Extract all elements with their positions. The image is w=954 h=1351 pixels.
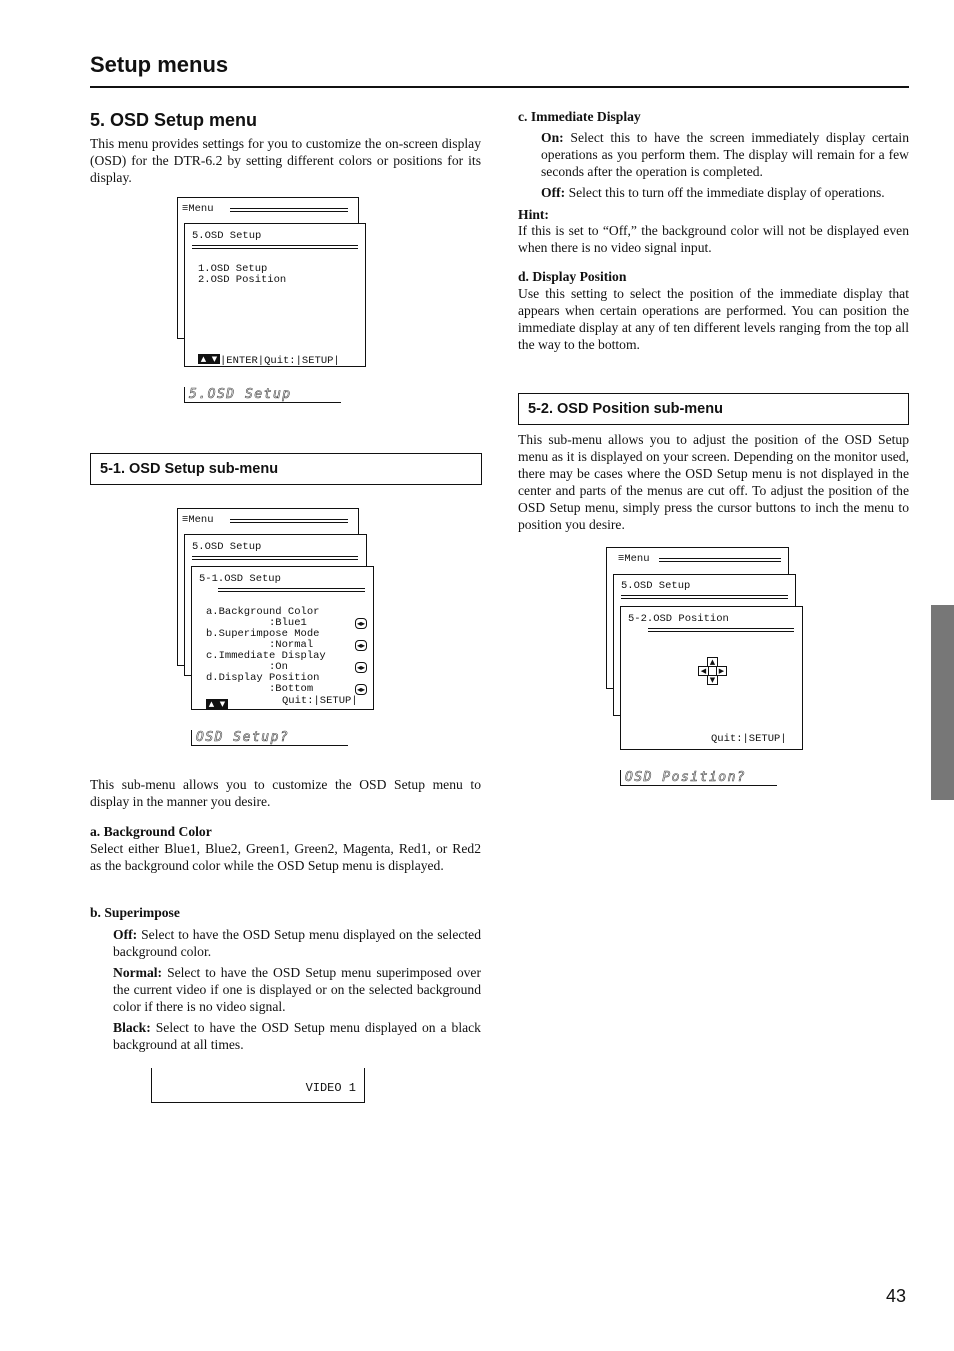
- setting-line: c.Immediate Display: [206, 650, 326, 662]
- setting-line: a.Background Color: [206, 606, 320, 618]
- osd-setup-panel: [184, 223, 366, 367]
- sub2-heading: 5-2. OSD Position sub-menu: [518, 393, 909, 425]
- sub2-text: This sub-menu allows you to adjust the position of the OSD Setup menu as it is displayed on your screen. Depending on the monitor used, there may be cases where the OSD Setup menu is not displayed in the center and parts of the menus are cut off. To adjust the position of the OSD Setup menu, simply press the cursor buttons to inch the menu to position you desire.: [518, 432, 909, 532]
- left-right-icon: ◂▸: [357, 641, 366, 650]
- chapter-tab: [931, 605, 954, 800]
- sub1-description: This sub-menu allows you to customize the OSD Setup menu to display in the manner you desire.: [90, 777, 481, 809]
- up-arrow-icon: ▲: [206, 699, 217, 709]
- header-rule: [90, 86, 909, 88]
- up-arrow-icon: ▲: [198, 354, 209, 364]
- setting-line: d.Display Position: [206, 672, 320, 684]
- sub1-panel-front: [191, 566, 374, 710]
- panel-rule: [192, 556, 358, 560]
- panel-rule: [621, 595, 788, 599]
- display-position-heading: d. Display Position: [518, 269, 627, 284]
- footer-text: |ENTER|Quit:|SETUP|: [220, 355, 340, 367]
- panel-rule: [218, 588, 365, 592]
- lcd-display-osd-position: OSD Position?: [620, 770, 777, 786]
- section-intro: This menu provides settings for you to customize the on-screen display (OSD) for the DTR-6.2 by setting different colors or positions for its display.: [90, 136, 481, 185]
- display-position-text: Use this setting to select the position of the immediate display that appears when certain operations are performed. You can position the immediate display at any of ten different levels ranging from the top all the way to the bottom.: [518, 286, 909, 352]
- menu-label: ≡Menu: [182, 203, 214, 215]
- left-right-icon: ◂▸: [357, 663, 366, 672]
- left-right-icon: ◂▸: [357, 619, 366, 628]
- superimpose-normal: Normal: Select to have the OSD Setup menu superimposed over the current video if one is displayed or on the selected background color if there is no video signal.: [113, 965, 481, 1014]
- down-arrow-icon: ▼: [707, 675, 718, 685]
- immediate-heading: c. Immediate Display: [518, 109, 641, 124]
- panel-footer: [198, 350, 340, 368]
- superimpose-off: Off: Select to have the OSD Setup menu displayed on the selected background color.: [113, 927, 481, 959]
- menu-item-osd-setup: 1.OSD Setup: [198, 263, 268, 275]
- menu-label: ≡Menu: [618, 553, 650, 565]
- video-source-label: VIDEO 1: [305, 1081, 356, 1095]
- setting-line: b.Superimpose Mode: [206, 628, 320, 640]
- setting-line: :Bottom: [206, 683, 314, 695]
- bg-color-heading: a. Background Color: [90, 824, 212, 839]
- lcd-display-osd-setup-question: OSD Setup?: [191, 730, 348, 746]
- menu-label: ≡Menu: [182, 514, 214, 526]
- hint-label: Hint:: [518, 207, 549, 222]
- left-right-icon: ◂▸: [357, 685, 366, 694]
- sub1-heading: 5-1. OSD Setup sub-menu: [90, 453, 482, 485]
- nav-keys: [206, 695, 228, 713]
- section-title: 5. OSD Setup menu: [90, 110, 258, 130]
- superimpose-heading: b. Superimpose: [90, 905, 180, 920]
- panel-title: 5.OSD Setup: [192, 230, 262, 242]
- down-arrow-icon: ▼: [217, 699, 228, 709]
- menu-rule: [230, 208, 348, 212]
- immediate-off: Off: Select this to turn off the immediate display of operations.: [541, 185, 885, 200]
- setting-line: :Normal: [206, 639, 314, 651]
- bg-color-text: Select either Blue1, Blue2, Green1, Green2, Magenta, Red1, or Red2 as the background color while the OSD Setup menu is displayed.: [90, 841, 481, 873]
- down-arrow-icon: ▼: [209, 354, 220, 364]
- cursor-buttons-icon: [698, 657, 726, 685]
- panel-title: 5-2.OSD Position: [628, 613, 729, 625]
- immediate-on: On: Select this to have the screen immediately display certain operations as you perform them. The display will remain for a few seconds after the operation is completed.: [541, 130, 909, 179]
- panel-title: 5-1.OSD Setup: [199, 573, 281, 585]
- menu-item-osd-position: 2.OSD Position: [198, 274, 287, 286]
- setting-line: :Blue1: [206, 617, 307, 629]
- menu-rule: [230, 519, 348, 523]
- menu-rule: [659, 558, 781, 562]
- panel-title: 5.OSD Setup: [621, 580, 691, 592]
- lcd-display-osd-setup: 5.OSD Setup: [184, 387, 341, 403]
- superimpose-black: Black: Select to have the OSD Setup menu displayed on a black background at all times.: [113, 1020, 481, 1052]
- video-source-display: [151, 1068, 365, 1103]
- setting-line: :On: [206, 661, 288, 673]
- up-arrow-icon: ▲: [707, 657, 718, 667]
- page-number: 43: [886, 1286, 907, 1306]
- panel-rule: [192, 245, 358, 249]
- sub2-panel-front: [620, 606, 803, 750]
- footer-text: Quit:|SETUP|: [282, 695, 358, 707]
- footer-text: Quit:|SETUP|: [711, 733, 787, 745]
- hint-text: If this is set to “Off,” the background color will not be displayed even when there is no video signal input.: [518, 223, 909, 255]
- right-arrow-icon: ▶: [716, 666, 727, 676]
- panel-title: 5.OSD Setup: [192, 541, 262, 553]
- left-arrow-icon: ◀: [698, 666, 709, 676]
- page-header-title: Setup menus: [90, 52, 229, 77]
- panel-rule: [648, 628, 794, 632]
